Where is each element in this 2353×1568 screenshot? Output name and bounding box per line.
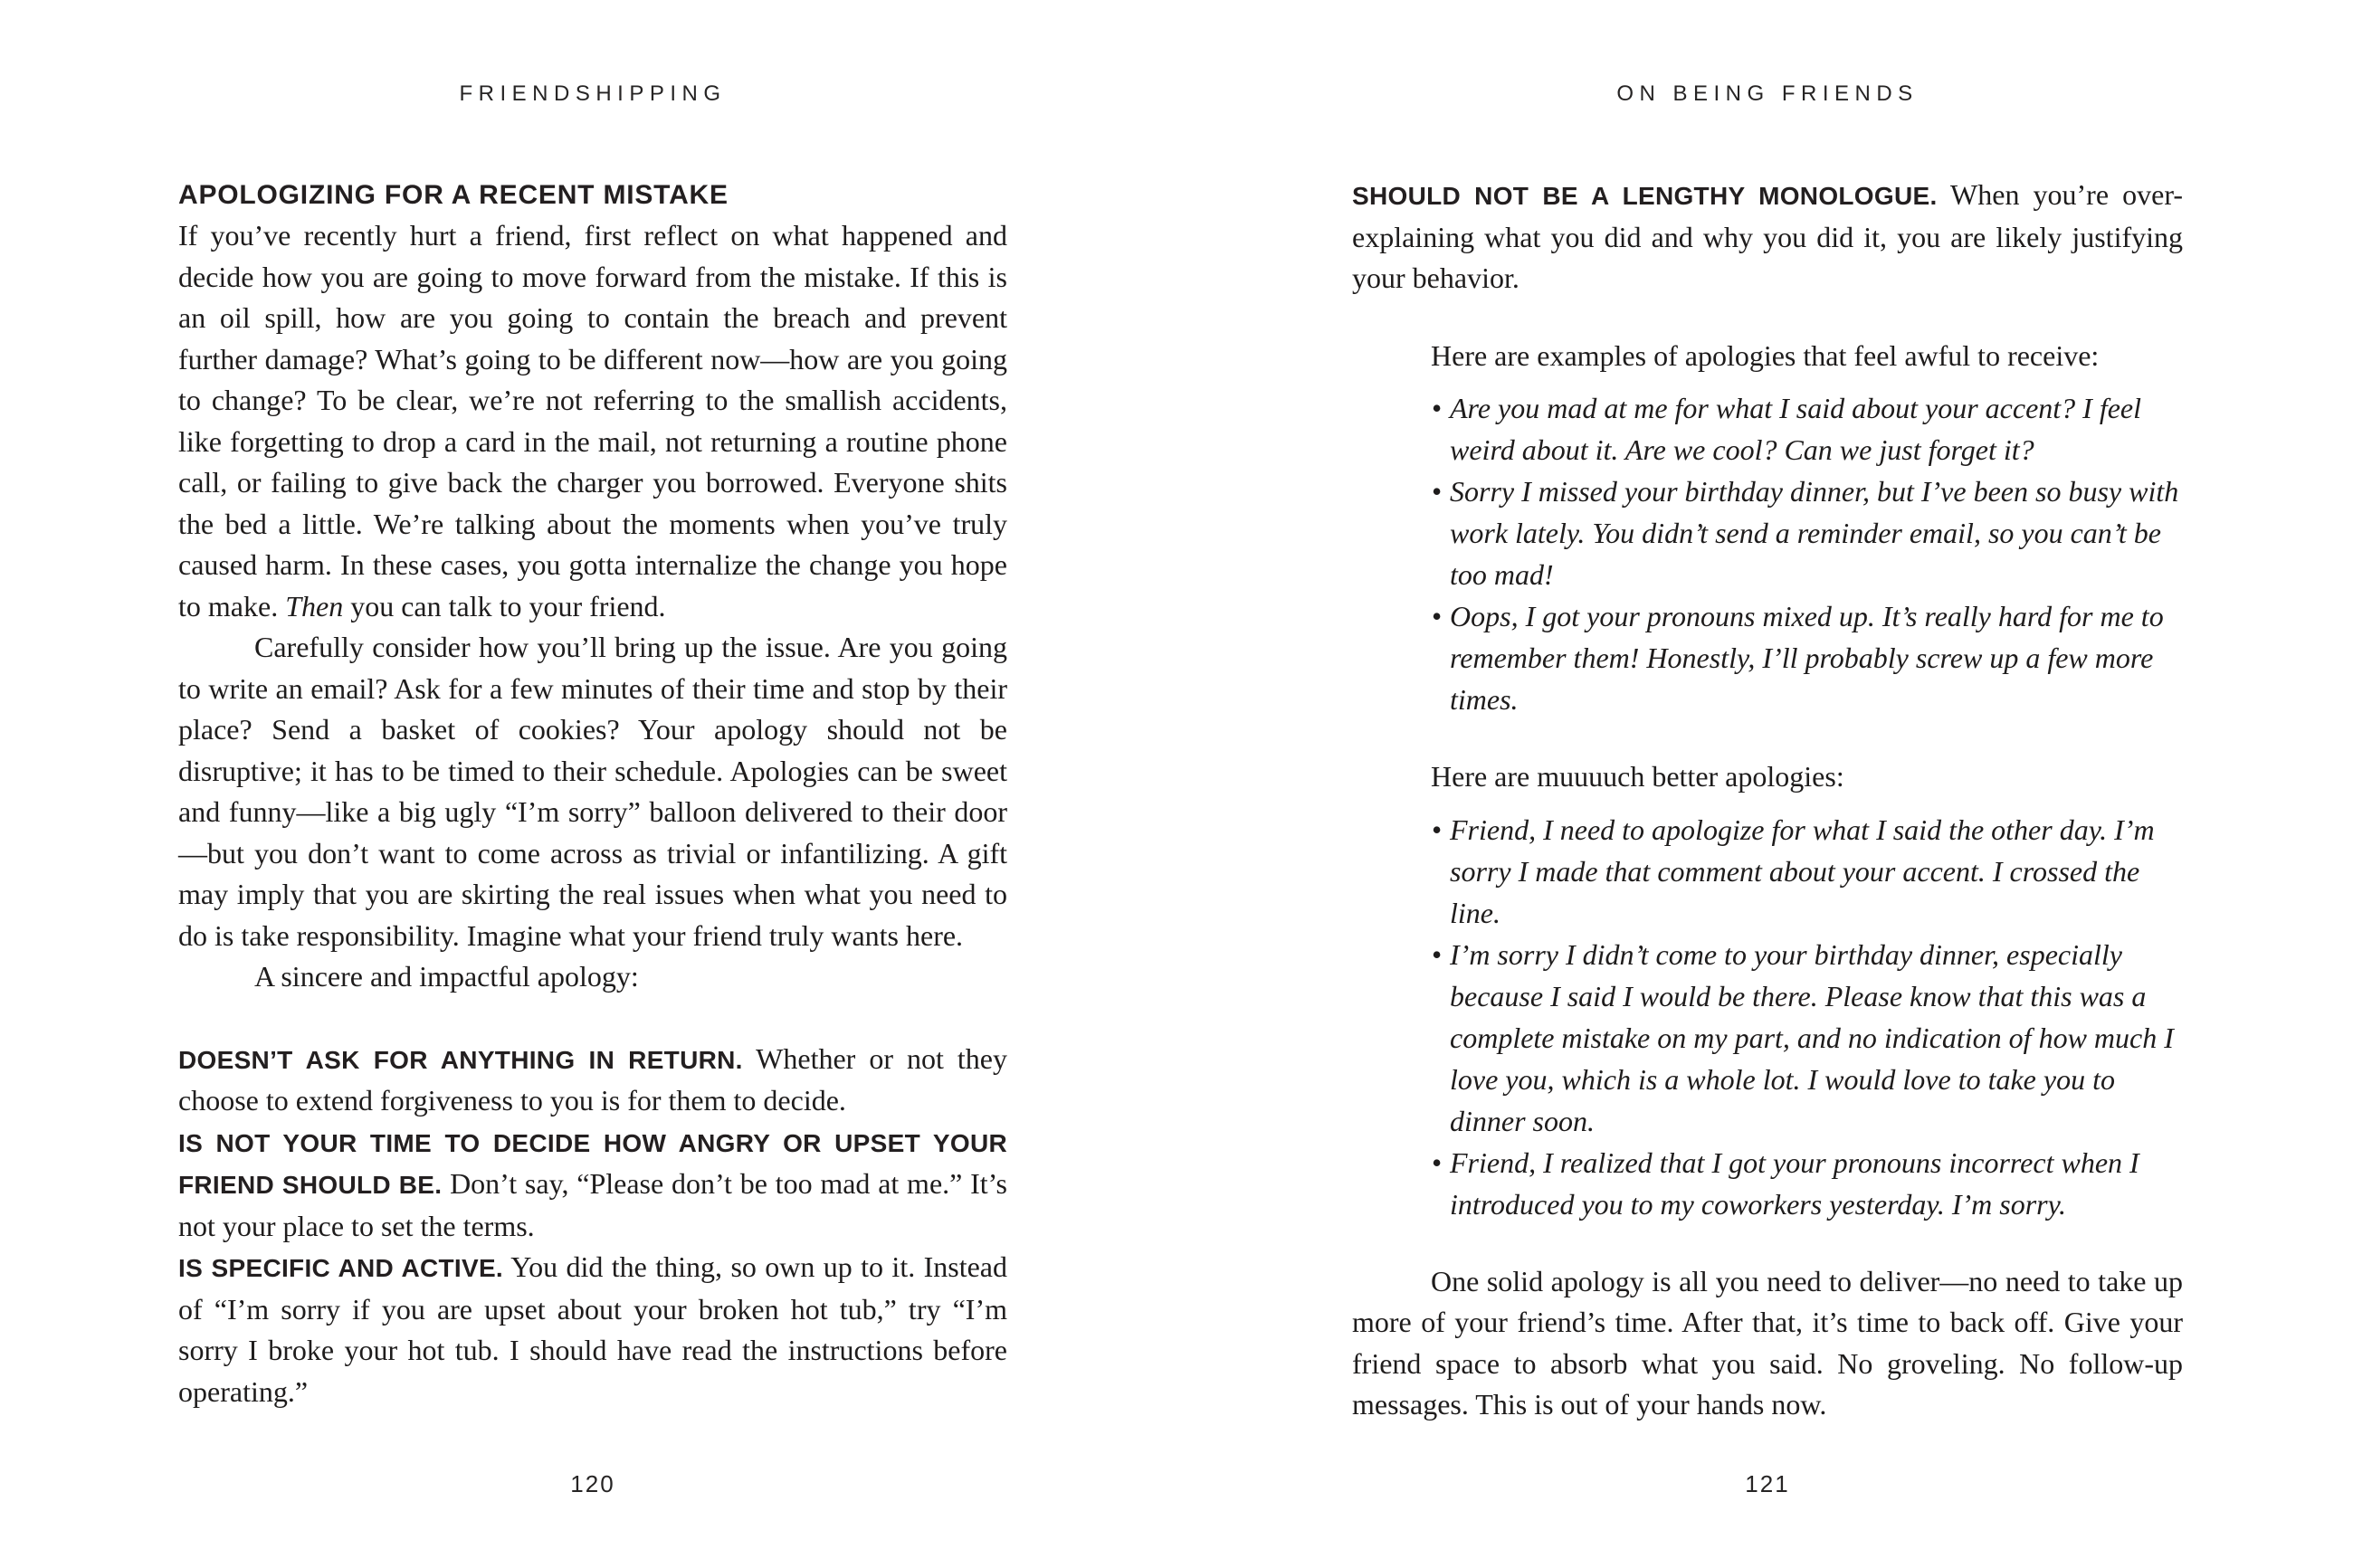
list-item: • Oops, I got your pronouns mixed up. It’s really hard for me to remember them! Honestly, I’ll probably screw up a few more times. xyxy=(1352,595,2183,720)
paragraph-reflect-emphasis: Then xyxy=(285,589,344,622)
apology-point-text: When you’re over-explaining what you did and why you did it, you are likely justifying your behavior. xyxy=(1352,178,2183,294)
apology-point xyxy=(178,1039,1007,1122)
intro-better-apologies: Here are muuuuch better apologies: xyxy=(1431,760,1844,793)
paragraph-sincere-apology: A sincere and impactful apology: xyxy=(254,960,639,993)
awful-apologies-list xyxy=(1352,387,2183,720)
running-head-right: ON BEING FRIENDS xyxy=(1616,81,1919,106)
paragraph-reflect xyxy=(178,215,1007,627)
apology-point-monologue xyxy=(1352,175,2183,299)
apology-points xyxy=(178,1039,1007,1413)
apology-point-lead: DOESN’T ASK FOR ANYTHING IN RETURN. xyxy=(178,1045,743,1074)
apology-point xyxy=(178,1247,1007,1412)
page-number-right: 121 xyxy=(1745,1470,1790,1497)
list-item: • Friend, I need to apologize for what I said the other day. I’m sorry I made that comment about your accent. I crossed the line. xyxy=(1352,809,2183,934)
list-item: • I’m sorry I didn’t come to your birthday dinner, especially because I said I would be there. Please know that this was a complete mistake on my part, and no indication of how much I love you, which is a whole lot. I would love to take you to dinner soon. xyxy=(1352,934,2183,1142)
page-left-content xyxy=(178,175,1007,1412)
section-heading: APOLOGIZING FOR A RECENT MISTAKE xyxy=(178,180,729,210)
page-number-left: 120 xyxy=(570,1470,615,1497)
list-item: • Friend, I realized that I got your pronouns incorrect when I introduced you to my coworkers yesterday. I’m sorry. xyxy=(1352,1142,2183,1225)
page-left xyxy=(178,81,1007,1547)
apology-point-lead: SHOULD NOT BE A LENGTHY MONOLOGUE. xyxy=(1352,182,1938,210)
paragraph-consider: Carefully consider how you’ll bring up the issue. Are you going to write an email? Ask for a few minutes of their time and stop by their place? Send a basket of cookies? Your apology should not be disruptive; it has to be timed to their schedule. Apologies can be sweet and funny—like a big ugly “I’m sorry” balloon delivered to their door—but you don’t want to come across as trivial or infantilizing. A gift may imply that you are skirting the real issues when what you need to do is take responsibility. Imagine what your friend truly wants here. xyxy=(178,631,1007,952)
list-item: • Are you mad at me for what I said about your accent? I feel weird about it. Are we cool? Can we just forget it? xyxy=(1352,387,2183,470)
list-item: • Sorry I missed your birthday dinner, but I’ve been so busy with work lately. You didn’t send a reminder email, so you can’t be too mad! xyxy=(1352,470,2183,595)
page-right xyxy=(1352,81,2183,1547)
page-right-content xyxy=(1352,175,2183,1426)
apology-point-text: Whether or not they choose to extend forgiveness to you is for them to decide. xyxy=(178,1041,1008,1117)
running-head-left: FRIENDSHIPPING xyxy=(459,81,727,106)
better-apologies-list xyxy=(1352,809,2183,1225)
apology-point xyxy=(178,1122,1007,1248)
apology-point-lead: IS SPECIFIC AND ACTIVE. xyxy=(178,1254,504,1282)
paragraph-reflect-text: If you’ve recently hurt a friend, first reflect on what happened and decide how you are going to move forward from the mistake. If this is an oil spill, how are you going to contain the breach and prevent further damage? What’s going to be different now—how are you going to change? To be clear, we’re not referring to the smallish accidents, like forgetting to drop a card in the mail, not returning a routine phone call, or failing to give back the charger you borrowed. Everyone shits the bed a little. We’re talking about the moments when you’ve truly caused harm. In these cases, you gotta internalize the change you hope to make. xyxy=(178,219,1007,622)
intro-awful-apologies: Here are examples of apologies that feel awful to receive: xyxy=(1431,338,2100,372)
apology-point-text: You did the thing, so own up to it. Instead of “I’m sorry if you are upset about your broken hot tub,” try “I’m sorry I broke your hot tub. I should have read the instructions before operating.” xyxy=(178,1250,1008,1408)
apology-point-text: Don’t say, “Please don’t be too mad at me.” It’s not your place to set the terms. xyxy=(178,1167,1008,1242)
apology-point-lead: IS NOT YOUR TIME TO DECIDE HOW ANGRY OR UPSET YOUR FRIEND SHOULD BE. xyxy=(178,1128,1007,1199)
paragraph-closing: One solid apology is all you need to deliver—no need to take up more of your friend’s time. After that, it’s time to back off. Give your friend space to absorb what you said. No groveling. No follow-up messages. This is out of your hands now. xyxy=(1352,1264,2183,1421)
paragraph-reflect-tail: you can talk to your friend. xyxy=(343,589,666,622)
